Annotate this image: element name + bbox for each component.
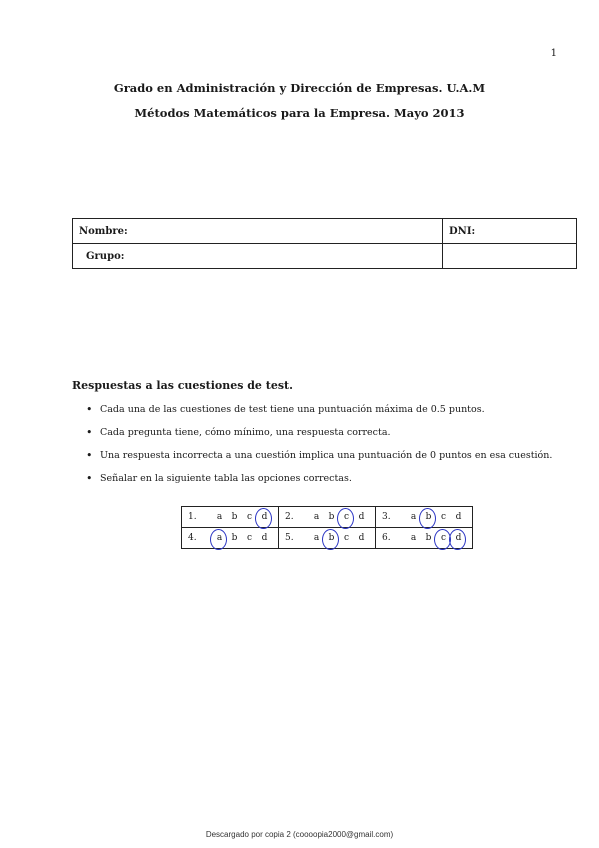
answer-option[interactable]: d bbox=[358, 533, 365, 543]
section-title: Respuestas a las cuestiones de test. bbox=[72, 379, 293, 392]
answer-option[interactable]: b bbox=[231, 533, 238, 543]
answer-option[interactable]: b bbox=[231, 512, 238, 522]
question-number: 5. bbox=[285, 533, 294, 543]
nombre-cell[interactable] bbox=[73, 219, 443, 244]
question-number: 3. bbox=[382, 512, 391, 522]
dni-cell[interactable] bbox=[443, 219, 577, 244]
grupo-cell[interactable] bbox=[73, 244, 443, 269]
answer-option[interactable]: c bbox=[246, 533, 253, 543]
answer-option[interactable]: a bbox=[410, 533, 417, 543]
answer-option-circled[interactable]: d bbox=[451, 533, 466, 543]
answer-option-circled[interactable]: b bbox=[324, 533, 339, 543]
question-number: 4. bbox=[188, 533, 197, 543]
answer-cell-q1[interactable] bbox=[182, 507, 279, 528]
answer-option-circled[interactable]: b bbox=[421, 512, 436, 522]
instruction-item: • Cada una de las cuestiones de test tiene una puntuación máxima de 0.5 puntos. bbox=[86, 404, 552, 427]
question-number: 1. bbox=[188, 512, 197, 522]
header-degree: Grado en Administración y Dirección de Empresas. U.A.M bbox=[113, 81, 486, 95]
exam-header bbox=[0, 81, 599, 120]
grupo-label: Grupo: bbox=[86, 250, 125, 262]
answer-option-circled[interactable]: d bbox=[257, 512, 272, 522]
answer-option[interactable]: c bbox=[440, 512, 447, 522]
download-footer: Descargado por copia 2 (coooopia2000@gmail.com) bbox=[205, 830, 394, 839]
answer-option[interactable]: b bbox=[425, 533, 432, 543]
answer-option-circled[interactable]: c bbox=[339, 512, 354, 522]
answer-cell-q6[interactable] bbox=[376, 528, 473, 549]
instruction-item: • Cada pregunta tiene, cómo mínimo, una respuesta correcta. bbox=[86, 427, 552, 450]
answer-option[interactable]: c bbox=[246, 512, 253, 522]
answer-option-circled[interactable]: c bbox=[436, 533, 451, 543]
answer-option[interactable]: a bbox=[216, 512, 223, 522]
page-number: 1 bbox=[550, 48, 557, 59]
answer-table bbox=[181, 506, 473, 549]
nombre-label: Nombre: bbox=[79, 225, 128, 237]
answer-option[interactable]: a bbox=[410, 512, 417, 522]
instruction-item: • Señalar en la siguiente tabla las opciones correctas. bbox=[86, 473, 552, 496]
header-course: Métodos Matemáticos para la Empresa. Mayo 2013 bbox=[134, 106, 465, 120]
instructions-list bbox=[86, 404, 552, 496]
answer-cell-q4[interactable] bbox=[182, 528, 279, 549]
question-number: 2. bbox=[285, 512, 294, 522]
answer-option[interactable]: b bbox=[328, 512, 335, 522]
answer-cell-q5[interactable] bbox=[279, 528, 376, 549]
answer-option[interactable]: d bbox=[261, 533, 268, 543]
answer-option[interactable]: a bbox=[313, 533, 320, 543]
answer-cell-q3[interactable] bbox=[376, 507, 473, 528]
answer-cell-q2[interactable] bbox=[279, 507, 376, 528]
student-id-table bbox=[72, 218, 577, 269]
dni-label: DNI: bbox=[449, 225, 476, 237]
answer-option[interactable]: d bbox=[358, 512, 365, 522]
instruction-item: • Una respuesta incorrecta a una cuestión implica una puntuación de 0 puntos en esa cuestión. bbox=[86, 450, 552, 473]
empty-cell bbox=[443, 244, 577, 269]
answer-option[interactable]: d bbox=[455, 512, 462, 522]
answer-option-circled[interactable]: a bbox=[212, 533, 227, 543]
answer-option[interactable]: c bbox=[343, 533, 350, 543]
question-number: 6. bbox=[382, 533, 391, 543]
answer-option[interactable]: a bbox=[313, 512, 320, 522]
